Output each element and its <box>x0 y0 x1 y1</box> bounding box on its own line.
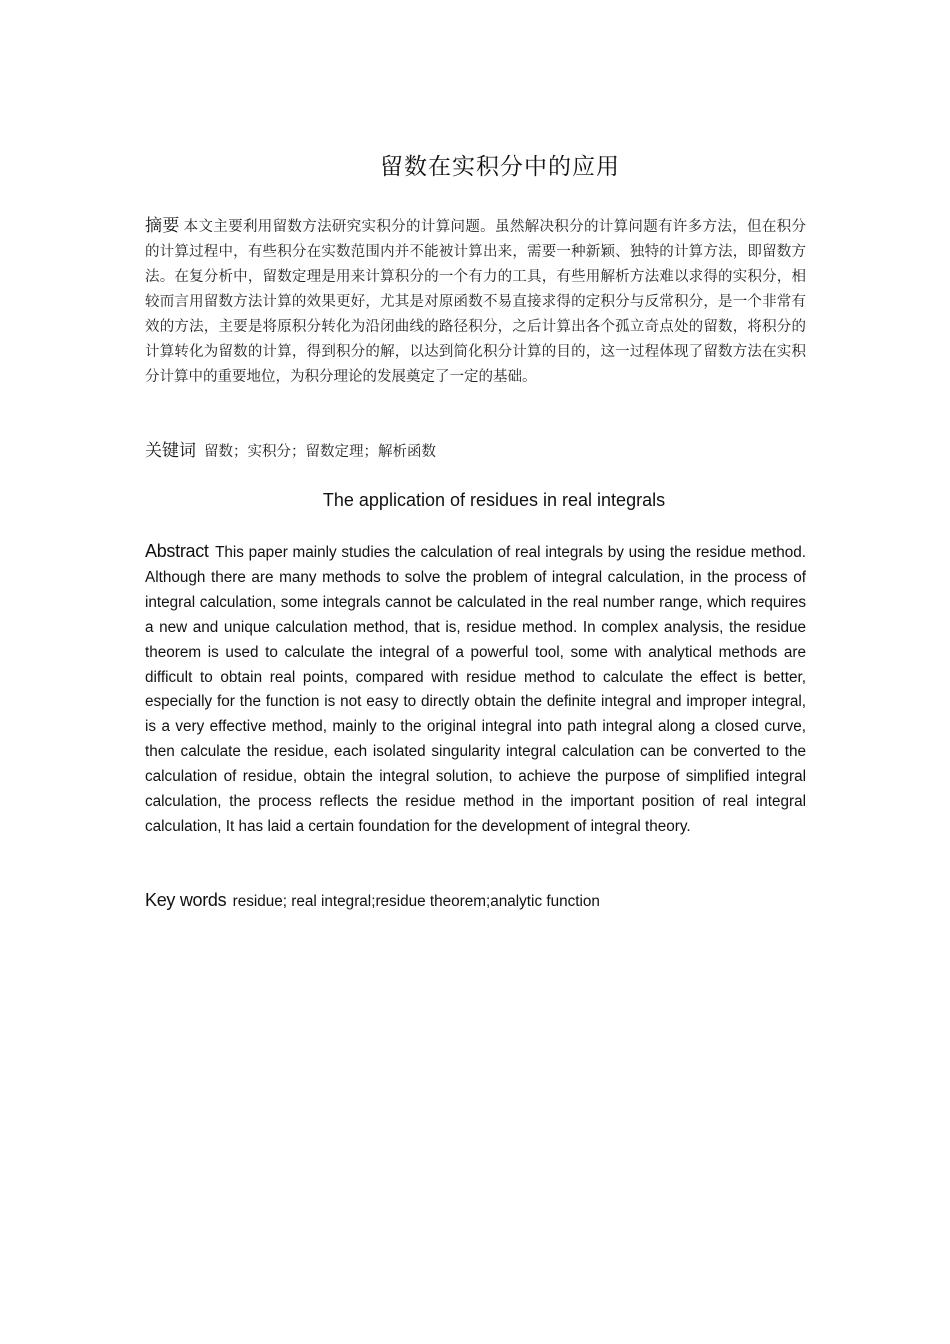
chinese-title: 留数在实积分中的应用 <box>380 154 620 180</box>
english-title: The application of residues in real integrals <box>322 490 666 510</box>
chinese-keywords-text: 留数；实积分；留数定理；解析函数 <box>204 444 436 460</box>
chinese-abstract <box>145 214 806 390</box>
english-keywords-text: residue; real integral;residue theorem;analytic function <box>232 893 600 910</box>
chinese-keywords <box>145 438 806 465</box>
english-abstract-text: This paper mainly studies the calculation of real integrals by using the residue method. Although there are many methods to solve the problem of integral calculation, in the process of integral calculation, some integrals cannot be calculated in the real number range, which requires a new and unique calculation method, that is, residue method. In complex analysis, the residue theorem is used to calculate the integral of a powerful tool, some with analytical methods are difficult to obtain real points, compared with residue method to calculate the effect is better, especially for the function is not easy to directly obtain the definite integral and improper integral, is a very effective method, mainly to the original integral into path integral along a closed curve, then calculate the residue, each isolated singularity integral calculation can be converted to the calculation of residue, obtain the integral solution, to achieve the purpose of simplified integral calculation, the process reflects the residue method in the important position of real integral calculation, It has laid a certain foundation for the development of integral theory. <box>145 544 806 835</box>
english-keywords <box>145 887 806 915</box>
english-keywords-label: Key words <box>145 890 227 910</box>
english-abstract <box>145 539 806 840</box>
paper-page <box>145 0 806 1344</box>
chinese-keywords-label: 关键词 <box>145 441 196 461</box>
chinese-abstract-text: 本文主要利用留数方法研究实积分的计算问题。虽然解决积分的计算问题有许多方法，但在积分的计算过程中，有些积分在实数范围内并不能被计算出来，需要一种新颖、独特的计算方法，即留数方法。在复分析中，留数定理是用来计算积分的一个有力的工具，有些用解析方法难以求得的实积分，相较而言用留数方法计算的效果更好，尤其是对原函数不易直接求得的定积分与反常积分，是一个非常有效的方法，主要是将原积分转化为沿闭曲线的路径积分，之后计算出各个孤立奇点处的留数，将积分的计算转化为留数的计算，得到积分的解，以达到简化积分计算的目的，这一过程体现了留数方法在实积分计算中的重要地位，为积分理论的发展奠定了一定的基础。 <box>145 219 807 385</box>
chinese-abstract-label: 摘要 <box>145 216 180 236</box>
english-abstract-label: Abstract <box>145 541 209 561</box>
